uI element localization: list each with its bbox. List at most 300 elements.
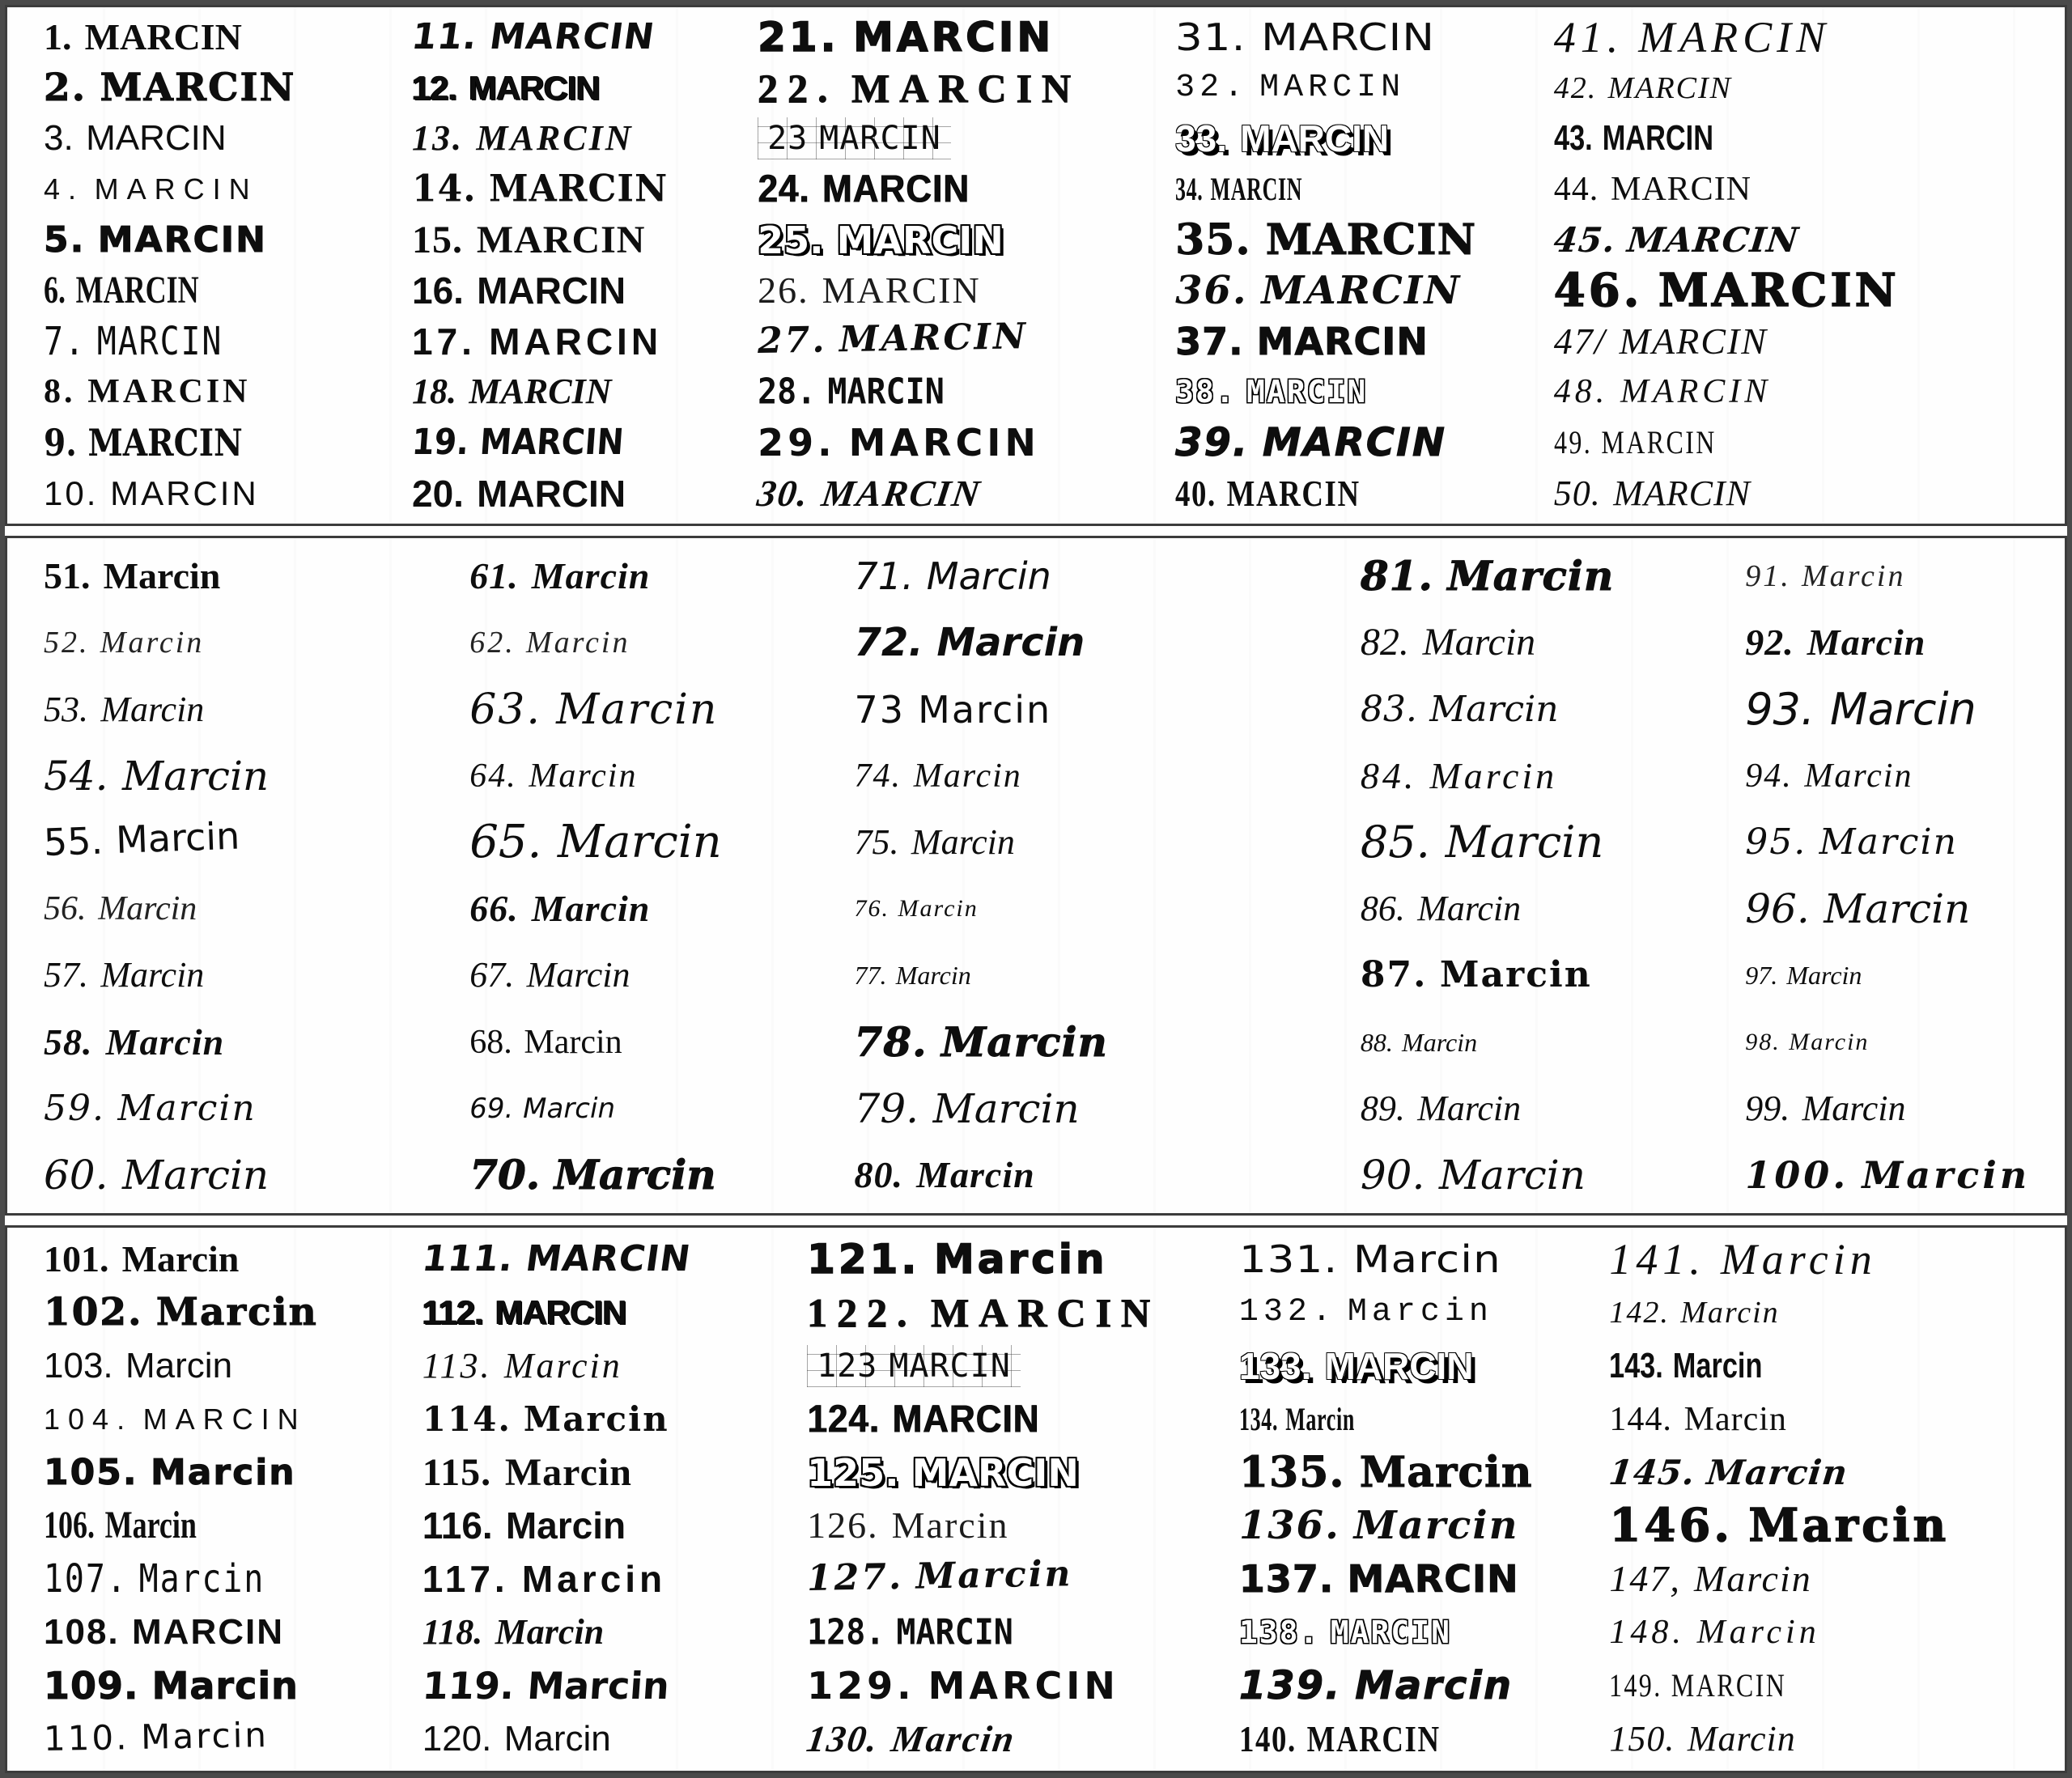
sample-word: MARCIN (819, 120, 941, 158)
sample-number: 93. (1745, 683, 1815, 735)
sample-number: 142. (1609, 1295, 1670, 1330)
font-sample-script (854, 821, 1015, 862)
panel-fonts-1-50 (5, 5, 2067, 526)
font-sample-item (1239, 1446, 1573, 1500)
sample-word: MARCIN (892, 1397, 1040, 1441)
sample-number: 114. (422, 1398, 512, 1439)
font-sample-bold-serif (44, 555, 221, 597)
sample-number: 32. (1175, 69, 1249, 106)
font-sample-techno-mono (44, 1555, 265, 1602)
font-sample-item (1239, 1500, 1573, 1553)
font-sample-rough-sans (44, 473, 259, 512)
font-sample-item (44, 265, 376, 316)
sample-word: MARCIN (889, 1347, 1011, 1385)
font-column (1203, 1228, 1573, 1771)
sample-number: 94. (1745, 757, 1793, 795)
sample-number: 21. (758, 14, 839, 62)
sample-word: MARCIN (1330, 1615, 1451, 1651)
font-sample-item (44, 214, 376, 265)
sample-number: 4. (44, 172, 85, 206)
font-sample-mono-spaced (1175, 69, 1406, 106)
font-sample-item (44, 1286, 386, 1339)
sample-word: MARCIN (822, 167, 970, 211)
sample-number: 58. (44, 1021, 93, 1063)
sample-number: 100. (1745, 1152, 1849, 1197)
sample-number: 77. (854, 961, 887, 991)
sample-word: Marcin (918, 687, 1052, 732)
sample-number: 7. (44, 318, 86, 364)
sample-number: 27. (757, 319, 828, 362)
sample-word: MARCIN (928, 1664, 1119, 1708)
sample-number: 18. (412, 371, 457, 412)
font-sample-item (807, 1339, 1203, 1393)
sample-word: Marcin (932, 1084, 1080, 1132)
sample-word: Marcin (138, 1555, 265, 1602)
font-sample-geo-bold-spaced (807, 1664, 1119, 1708)
font-sample-item (1554, 164, 2065, 215)
font-sample-chalk-hand (43, 1715, 270, 1759)
sample-word: Marcin (521, 1558, 667, 1601)
font-sample-marker-hand (43, 813, 241, 864)
sample-number: 128. (807, 1611, 885, 1653)
font-sample-item (1239, 1233, 1573, 1286)
font-sample-item (409, 12, 721, 63)
font-sample-bold-sans (422, 1504, 626, 1547)
sample-word: MARCIN (1610, 171, 1752, 209)
font-sample-cond-bold-sans (1609, 1345, 1763, 1385)
font-sample-square-stencil (758, 371, 945, 413)
sample-word: MARCIN (1671, 1667, 1787, 1704)
sample-word: Marcin (531, 555, 651, 597)
sample-word: Marcin (117, 1087, 257, 1129)
sample-word: MARCIN (1259, 69, 1406, 106)
sample-number: 3. (44, 118, 74, 159)
font-sample-item (469, 543, 817, 609)
font-sample-marker-hand-l (854, 620, 1085, 666)
sample-word: Marcin (1687, 1719, 1796, 1759)
font-sample-bold-script-spaced (1745, 1152, 2031, 1197)
sample-number: 133. (1238, 1344, 1312, 1387)
sample-word: Marcin (122, 752, 270, 800)
sample-word: Marcin (1285, 1400, 1355, 1437)
font-sample-item (1239, 1286, 1573, 1339)
font-sample-bold-script (44, 1021, 225, 1063)
sample-word: MARCIN (1261, 15, 1436, 60)
sample-word: MARCIN (1625, 219, 1801, 260)
font-sample-heavy-geo (1238, 1557, 1519, 1602)
sample-number: 39. (1175, 420, 1250, 466)
sample-number: 104. (44, 1402, 134, 1436)
sample-word: Marcin (526, 955, 631, 995)
font-sample-bold-serif (44, 16, 242, 58)
sample-word: MARCIN (469, 68, 601, 107)
sample-word: Marcin (150, 1451, 296, 1493)
sample-number: 124. (807, 1397, 880, 1441)
font-sample-item (422, 1393, 771, 1446)
font-sample-item (1609, 1500, 2065, 1553)
font-sample-item (44, 809, 433, 876)
sample-number: 54. (44, 752, 108, 800)
sample-word: Marcin (1447, 552, 1615, 600)
sample-number: 150. (1609, 1719, 1675, 1759)
sample-word: MARCIN (489, 320, 663, 363)
sample-word: Marcin (557, 815, 722, 868)
font-sample-item (422, 1446, 771, 1500)
sample-word: MARCIN (896, 1611, 1013, 1653)
sample-number: 10. (44, 473, 99, 512)
sample-word: Marcin (525, 626, 631, 660)
font-sample-italic-serif (1553, 473, 1751, 513)
font-sample-item (1175, 367, 1518, 418)
sample-number: 9. (44, 421, 77, 465)
font-sample-item (807, 1500, 1203, 1553)
font-sample-serif-plain (1553, 171, 1752, 209)
font-sample-script (1745, 1088, 1906, 1128)
sample-number: 122. (807, 1289, 917, 1335)
font-sample-fat-serif-xl (1609, 1499, 1950, 1553)
font-sample-blackletter (412, 167, 669, 211)
sample-word: MARCIN (523, 1237, 694, 1279)
sample-number: 66. (469, 888, 519, 930)
sample-number: 37. (1175, 319, 1244, 363)
font-sample-mono-spaced (1238, 1293, 1493, 1330)
font-column (1573, 1228, 2065, 1771)
font-sample-brush-script-caps (412, 118, 634, 159)
sample-number: 62. (469, 626, 516, 660)
font-sample-stencil-grunge (758, 167, 970, 211)
font-sample-item (1239, 1552, 1573, 1606)
font-sample-wide-light-sans (44, 172, 258, 206)
font-sample-item (1175, 12, 1518, 63)
sample-word: Marcin (140, 1715, 270, 1758)
sample-word: MARCIN (1240, 117, 1390, 160)
font-column (1518, 7, 2065, 524)
font-sample-script (1361, 891, 1521, 927)
sample-word: Marcin (155, 1290, 318, 1335)
sample-number: 53. (44, 689, 88, 729)
font-sample-bold-script (1745, 622, 1926, 664)
font-sample-item (1175, 316, 1518, 367)
font-sample-copperplate-xs (1745, 1030, 1869, 1054)
sample-number: 43. (1553, 118, 1593, 159)
font-sample-calligraphic-spaced (1554, 375, 1772, 409)
sample-word: MARCIN (851, 65, 1081, 111)
font-sample-heavy-round-sans (44, 1451, 296, 1493)
sample-word: MARCIN (1262, 420, 1447, 466)
sample-number: 120. (422, 1719, 492, 1759)
sample-word: Marcin (115, 813, 241, 862)
sample-word: Marcin (1347, 1293, 1493, 1330)
sample-number: 117. (422, 1558, 509, 1601)
font-sample-item (855, 676, 1324, 742)
font-sample-item (855, 1142, 1324, 1208)
sample-word: MARCIN (477, 269, 626, 312)
sample-word: Marcin (531, 888, 651, 930)
sample-word: MARCIN (75, 269, 199, 312)
sample-word: Marcin (100, 689, 205, 729)
sample-word: Marcin (122, 1151, 270, 1199)
sample-number: 136. (1238, 1503, 1340, 1549)
font-sample-script-caps (1552, 219, 1801, 260)
sample-number: 34. (1175, 171, 1204, 208)
font-sample-item (1609, 1339, 2065, 1393)
font-sample-item (1175, 214, 1518, 265)
font-sample-item (855, 1008, 1324, 1075)
sample-number: 45. (1552, 219, 1618, 260)
sample-number: 31. (1175, 15, 1246, 60)
font-sample-item (44, 1339, 386, 1393)
sample-word: Marcin (525, 1664, 671, 1708)
sample-word: Marcin (889, 1718, 1018, 1760)
font-sample-fat-brush-script (854, 1017, 1108, 1066)
font-sample-item (422, 1659, 771, 1712)
sample-number: 68. (469, 1023, 512, 1061)
sample-word: Marcin (556, 685, 719, 734)
font-sample-hand-small (469, 1092, 615, 1125)
font-sample-item (44, 468, 376, 519)
font-sample-fat-serif-xl (1553, 264, 1900, 318)
font-sample-techno-mono (44, 318, 223, 364)
font-sample-italic-serif-small (1553, 70, 1733, 105)
sample-word: MARCIN (100, 66, 296, 111)
sample-number: 92. (1745, 622, 1794, 664)
sample-number: 65. (469, 815, 542, 868)
sample-number: 103. (44, 1345, 113, 1385)
font-sample-item (1554, 418, 2065, 469)
sample-number: 96. (1745, 885, 1810, 933)
sample-number: 8. (44, 373, 76, 411)
font-sample-sans (44, 118, 227, 159)
sample-number: 129. (807, 1664, 915, 1708)
sample-number: 51. (44, 555, 91, 597)
font-sample-item (44, 1076, 433, 1142)
font-sample-item (758, 316, 1139, 367)
font-sample-item (44, 543, 433, 609)
sample-word: Marcin (495, 1612, 605, 1653)
sample-number: 89. (1360, 1088, 1405, 1128)
sample-word: MARCIN (1620, 373, 1772, 411)
sample-number: 72. (854, 620, 923, 666)
font-sample-tattoo-script (1360, 754, 1558, 796)
font-sample-item (758, 418, 1139, 469)
sample-number: 12. (412, 68, 457, 107)
font-sample-double-line (1175, 374, 1368, 410)
font-sample-script-bold-italic (804, 1718, 1018, 1760)
sample-number: 140. (1238, 1718, 1297, 1760)
font-sample-item (1745, 743, 2065, 809)
sample-number: 106. (44, 1504, 95, 1547)
sample-number: 59. (44, 1087, 105, 1129)
sample-word: Marcin (916, 1153, 1035, 1195)
sample-number: 75. (854, 821, 899, 862)
font-sample-script (469, 957, 630, 993)
font-sample-item (44, 1500, 386, 1553)
font-sample-script-round (1360, 688, 1559, 730)
font-sample-copperplate (469, 759, 637, 793)
sample-word: Marcin (1417, 1088, 1522, 1128)
font-sample-didone-bold (412, 218, 646, 261)
font-sample-item (44, 164, 376, 215)
sample-number: 87. (1360, 954, 1428, 996)
font-sample-italic-serif-small (1609, 1297, 1779, 1328)
font-sample-item (1554, 214, 2065, 265)
sample-number: 137. (1238, 1557, 1335, 1602)
font-sample-script-xs (854, 961, 971, 991)
sample-number: 138. (1238, 1615, 1320, 1651)
sample-word: MARCIN (94, 172, 258, 206)
font-sample-item (44, 942, 433, 1008)
font-sample-western-cond (1238, 1400, 1355, 1437)
font-sample-item (44, 1233, 386, 1286)
font-sample-nouveau-funky (1238, 1503, 1519, 1549)
sample-word: Marcin (503, 1719, 611, 1759)
font-sample-item (1745, 876, 2065, 942)
font-sample-item (422, 1712, 771, 1766)
font-sample-cond-bold-sans (1553, 118, 1713, 159)
font-sample-item (1609, 1659, 2065, 1712)
font-sample-script-xs (1745, 961, 1862, 991)
sample-number: 44. (1553, 171, 1599, 209)
sample-word: Marcin (898, 895, 979, 923)
font-sample-item (422, 1286, 771, 1339)
sample-word: Marcin (1748, 1499, 1950, 1553)
sample-number: 71. (854, 554, 914, 599)
font-sample-angular-caps-bold (44, 1612, 285, 1653)
font-sample-calligraphic (1609, 1560, 1811, 1598)
sample-number: 50. (1553, 473, 1601, 513)
font-sample-cartoon-outline (758, 218, 1004, 262)
sample-number: 118. (422, 1612, 483, 1653)
sample-number: 116. (422, 1504, 493, 1547)
sample-word: Marcin (98, 890, 197, 928)
font-sample-script (44, 689, 205, 729)
sample-number: 108. (44, 1612, 120, 1653)
sample-word: Marcin (891, 1504, 1009, 1547)
font-sample-stencil-serif (1175, 472, 1361, 514)
font-sample-item (1175, 468, 1518, 519)
sample-number: 81. (1360, 552, 1433, 600)
sample-word: MARCIN (822, 269, 981, 312)
font-sample-item (807, 1606, 1203, 1659)
font-column (721, 7, 1139, 524)
sample-number: 56. (44, 890, 87, 928)
sample-word: MARCIN (836, 218, 1004, 262)
font-sample-item (807, 1286, 1203, 1339)
font-sample-item (44, 1606, 386, 1659)
font-sample-item (855, 942, 1324, 1008)
sample-word: Marcin (895, 961, 971, 991)
sample-word: Marcin (100, 626, 205, 660)
font-sample-swash-script (44, 1087, 257, 1129)
sample-number: 5. (44, 219, 86, 261)
font-sample-item (807, 1233, 1203, 1286)
font-sample-italic-serif-l (1361, 623, 1535, 662)
font-sample-item (44, 12, 376, 63)
font-sample-item (1361, 942, 1709, 1008)
font-sample-item (1609, 1712, 2065, 1766)
sample-word: Marcin (554, 1150, 716, 1199)
font-sample-print-hand (854, 687, 1052, 732)
sample-number: 121. (807, 1235, 920, 1283)
sample-number: 109. (44, 1664, 139, 1708)
sample-number: 83. (1360, 688, 1417, 730)
font-sample-item (1554, 63, 2065, 114)
font-sample-serif-plain (1609, 1402, 1786, 1436)
font-sample-item (758, 63, 1139, 114)
sample-word: Marcin (505, 1504, 626, 1547)
font-sample-item (1745, 609, 2065, 676)
font-sample-italic-serif-xl (1360, 816, 1604, 868)
font-sample-item (758, 265, 1139, 316)
font-column (771, 1228, 1203, 1771)
font-sample-hand-round (854, 554, 1051, 599)
font-sample-item (1361, 1142, 1709, 1208)
font-sample-sans (422, 1721, 611, 1757)
font-sample-wide-light-sans (44, 1402, 307, 1436)
font-sample-fat-funky (1175, 420, 1447, 466)
sample-number: 112. (422, 1292, 484, 1331)
sample-number: 38. (1175, 374, 1236, 410)
font-sample-item (44, 1659, 386, 1712)
sample-word: MARCIN (495, 1292, 626, 1331)
font-column (7, 7, 376, 524)
sample-word: MARCIN (1261, 268, 1462, 314)
font-sample-item (1361, 1076, 1709, 1142)
sample-word: Marcin (1789, 1028, 1870, 1055)
font-sample-item (804, 1712, 1203, 1766)
font-sample-cond-bold-serif (44, 1506, 197, 1545)
font-sample-thin-copperplate (469, 627, 630, 658)
sample-number: 82. (1360, 621, 1409, 664)
font-sample-narrow-deco-serif (1609, 1667, 1787, 1704)
sample-word: Marcin (523, 1398, 669, 1439)
font-sample-item (807, 1393, 1203, 1446)
sample-word: Marcin (503, 1345, 622, 1385)
sample-number: 141. (1609, 1234, 1705, 1284)
font-sample-grid-tech (758, 117, 951, 159)
sample-word: Marcin (1807, 622, 1926, 664)
sample-number: 132. (1238, 1293, 1336, 1330)
font-sample-copperplate-xs (855, 897, 979, 921)
font-sample-item (1609, 1393, 2065, 1446)
font-sample-item (1554, 12, 2065, 63)
font-sample-script-l (1360, 1151, 1586, 1199)
font-sample-double-line (1238, 1615, 1451, 1651)
sample-word: MARCIN (1347, 1557, 1519, 1602)
sample-number: 17. (412, 320, 476, 363)
sample-word: MARCIN (839, 316, 1029, 361)
sample-word: Marcin (1673, 1345, 1763, 1385)
font-sample-hand-xl (1745, 683, 1976, 735)
sample-number: 57. (44, 955, 88, 995)
font-sample-item (855, 809, 1324, 876)
font-sample-item (1175, 63, 1518, 114)
sample-word: Marcin (1829, 683, 1976, 735)
font-sample-item (758, 367, 1139, 418)
font-sample-script-xs (1361, 1029, 1477, 1055)
sample-number: 76. (854, 895, 890, 923)
sample-number: 139. (1238, 1663, 1342, 1709)
sample-number: 33. (1175, 117, 1228, 160)
font-sample-item (1239, 1712, 1573, 1766)
font-sample-item (422, 1606, 771, 1659)
font-sample-ultra-round (807, 1235, 1108, 1283)
panel-fonts-51-100 (5, 536, 2067, 1216)
sample-word: MARCIN (819, 472, 984, 514)
font-sample-item (469, 809, 817, 876)
font-sample-didone-heavy (1238, 1447, 1533, 1497)
font-sample-funky-deco (806, 1553, 1073, 1600)
